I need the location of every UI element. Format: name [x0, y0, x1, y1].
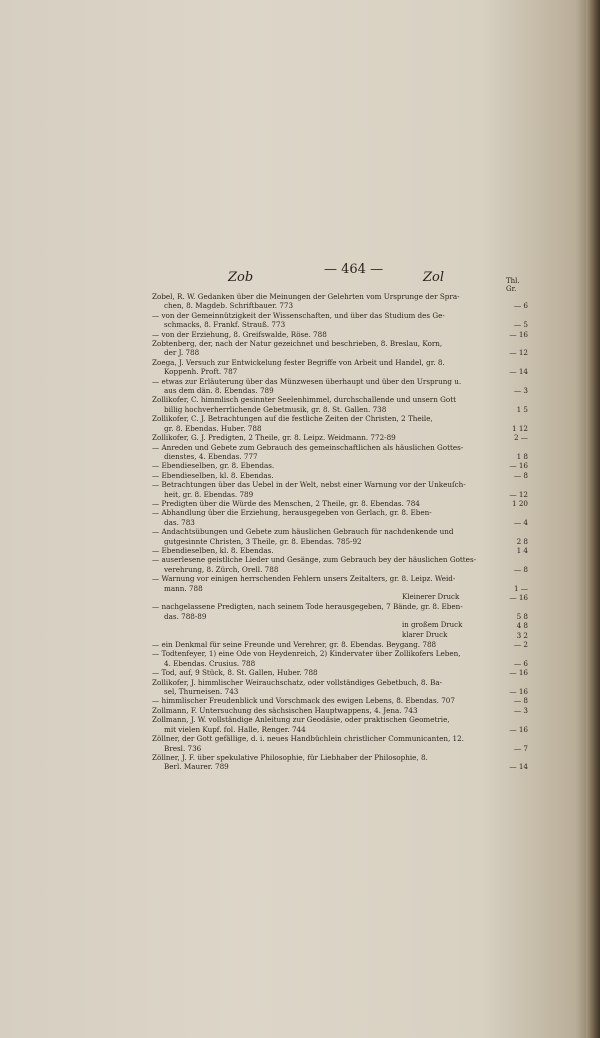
entry-price: — 8: [513, 564, 528, 574]
entry-text: gr. 8. Ebendas. Huber. 788: [164, 423, 262, 433]
entry-text: verehrung, 8. Zürch, Orell. 788: [164, 564, 279, 574]
entry-price: — 6: [513, 658, 528, 668]
catalog-entry: [152, 744, 528, 753]
catalog-entry: [152, 433, 528, 442]
entry-text: Koppenh. Proft. 787: [164, 367, 238, 377]
entry-price: — 16: [509, 724, 528, 734]
catalog-entry: [152, 584, 528, 593]
entry-text: Zollikofer, J. himmlischer Weirauchschatz, oder vollständiges Gebetbuch, 8. Ba-: [152, 677, 443, 687]
catalog-entry: [152, 612, 528, 621]
entry-text: Zollikofer, G. J. Predigten, 2 Theile, gr. 8. Leipz. Weidmann. 772-89: [152, 433, 396, 443]
page-binding-shadow: [586, 0, 600, 1038]
entry-price: — 12: [509, 348, 528, 358]
catalog-entry: [152, 395, 528, 404]
catalog-entry: [152, 339, 528, 348]
entry-text: Kleinerer Druck: [402, 593, 460, 601]
entry-text: Zobel, R. W. Gedanken über die Meinungen der Gelehrten vom Ursprunge der Spra-: [152, 292, 460, 301]
catalog-entry: [152, 499, 528, 508]
catalog-entry: [152, 725, 528, 734]
entry-price: — 5: [513, 320, 528, 330]
entry-text: mit vielen Kupf. fol. Halle, Renger. 744: [164, 724, 306, 734]
entry-text: Zollikofer, C. J. Betrachtungen auf die festliche Zeiten der Christen, 2 Theile,: [152, 414, 433, 424]
catalog-entry: [152, 480, 528, 489]
entry-text: das. 783: [164, 517, 195, 527]
entry-price: — 7: [513, 743, 528, 753]
entry-text: — Predigten über die Würde des Menschen, 2 Theile, gr. 8. Ebendas. 784: [152, 498, 420, 508]
entry-price: 1 5: [516, 404, 528, 414]
catalog-entry: [152, 715, 528, 724]
entry-text: das. 788-89: [164, 611, 207, 621]
entry-price: — 16: [509, 593, 528, 602]
entry-text: sel, Thurneisen. 743: [164, 687, 239, 697]
page-number: — 464 —: [324, 262, 384, 277]
entry-text: — nachgelassene Predigten, nach seinem Tode herausgegeben, 7 Bände, gr. 8. Eben-: [152, 602, 463, 612]
entry-text: in großem Druck: [402, 621, 463, 630]
entry-text: aus dem dän. 8. Ebendas. 789: [164, 386, 274, 396]
entry-text: der J. 788: [164, 348, 200, 358]
entry-price: 1 8: [516, 451, 528, 461]
catalog-entry: [152, 706, 528, 715]
entry-price: — 4: [513, 517, 528, 527]
entry-text: Zobtenberg, der, nach der Natur gezeichnet und beschrieben, 8. Breslau, Korn,: [152, 339, 443, 349]
entry-text: — Tod, auf, 9 Stück, 8. St. Gallen, Huber. 788: [152, 668, 318, 678]
catalog-entry: [152, 386, 528, 395]
entry-price: — 14: [509, 367, 528, 377]
catalog-entry: [152, 640, 528, 649]
catalog-entry: [152, 621, 528, 630]
entry-text: — Abhandlung über die Erziehung, herausgegeben von Gerlach, gr. 8. Eben-: [152, 508, 432, 518]
entry-text: — Todtenfeyer, 1) eine Ode von Heydenreich, 2) Kindervater über Zollikofers Leben,: [152, 649, 461, 659]
catalog-entry: [152, 377, 528, 386]
entry-text: klarer Druck: [402, 630, 448, 639]
catalog-entry: [152, 574, 528, 583]
catalog-entry: [152, 471, 528, 480]
entry-text: — Anreden und Gebete zum Gebrauch des gemeinschaftlichen als häuslichen Gottes-: [152, 442, 464, 452]
catalog-entry: [152, 555, 528, 564]
catalog-entry: [152, 753, 528, 762]
entry-text: — Andachtsübungen und Gebete zum häuslichen Gebrauch für nachdenkende und: [152, 527, 454, 537]
catalog-entry: [152, 593, 528, 602]
entry-price: — 16: [509, 329, 528, 339]
entry-text: 4. Ebendas. Crusius. 788: [164, 658, 256, 668]
header-right-catchword: Zol: [423, 270, 445, 285]
entry-price: 1 20: [511, 498, 528, 508]
entry-text: schmacks, 8. Frankf. Strauß. 773: [164, 320, 286, 330]
price-column-header: Thl. Gr.: [506, 277, 520, 293]
catalog-entry: [152, 452, 528, 461]
entry-text: — Warnung vor einigen herrschenden Fehlern unsers Zeitalters, gr. 8. Leipz. Weid-: [152, 574, 456, 584]
catalog-entry: [152, 762, 528, 771]
catalog-entry: [152, 631, 528, 640]
catalog-entry: [152, 424, 528, 433]
entry-price: — 8: [513, 470, 528, 480]
entry-price: — 3: [513, 705, 528, 715]
entry-text: — Ebendieselben, gr. 8. Ebendas.: [152, 461, 275, 471]
entry-price: 1 12: [511, 423, 528, 433]
entry-text: billig hochverherrlichende Gebetmusik, gr. 8. St. Gallen. 738: [164, 404, 387, 414]
catalog-entry: [152, 320, 528, 329]
entry-text: chen, 8. Magdeb. Schriftbauer. 773: [164, 301, 294, 311]
catalog-entry: [152, 348, 528, 357]
catalog-entry: [152, 696, 528, 705]
catalog-entry: [152, 414, 528, 423]
entry-price: — 3: [513, 386, 528, 396]
catalog-entry: [152, 292, 528, 301]
entry-text: Zollmann, J. W. vollständige Anleitung zur Geodäsie, oder praktischen Geometrie,: [152, 715, 450, 725]
catalog-entry: [152, 508, 528, 517]
catalog-entry-list: [152, 292, 528, 772]
catalog-entry: [152, 602, 528, 611]
entry-text: mann. 788: [164, 583, 203, 593]
catalog-entry: [152, 405, 528, 414]
entry-price: — 16: [509, 668, 528, 678]
catalog-entry: [152, 678, 528, 687]
entry-text: — ein Denkmal für seine Freunde und Verehrer, gr. 8. Ebendas. Beygang. 788: [152, 640, 437, 650]
catalog-entry: [152, 330, 528, 339]
entry-text: Zöllner, der Gott gefällige, d. i. neues Handbüchlein christlicher Communicanten, 12.: [152, 734, 464, 744]
catalog-entry: [152, 546, 528, 555]
entry-price: 4 8: [516, 621, 528, 631]
entry-price: 2 8: [516, 536, 528, 546]
entry-text: — Betrachtungen über das Uebel in der Welt, nebst einer Warnung vor der Unkeuſch-: [152, 480, 466, 490]
entry-price: — 14: [509, 762, 528, 772]
entry-text: — von der Erziehung, 8. Greifswalde, Röse. 788: [152, 329, 327, 339]
entry-price: — 12: [509, 489, 528, 499]
entry-price: — 2: [513, 640, 528, 650]
catalog-entry: [152, 659, 528, 668]
catalog-entry: [152, 734, 528, 743]
entry-text: Zollikofer, C. himmlisch gesinnter Seelenhimmel, durchschallende und unsern Gott: [152, 395, 456, 405]
entry-text: Bresl. 736: [164, 743, 202, 753]
entry-price: — 16: [509, 461, 528, 471]
entry-price: — 6: [513, 301, 528, 311]
entry-text: gutgesinnte Christen, 3 Theile, gr. 8. Ebendas. 785-92: [164, 536, 362, 546]
catalog-entry: [152, 443, 528, 452]
catalog-entry: [152, 668, 528, 677]
running-header: [140, 262, 520, 293]
entry-price: 1 4: [516, 545, 528, 555]
entry-price: — 16: [509, 687, 528, 697]
catalog-entry: [152, 367, 528, 376]
entry-text: heit, gr. 8. Ebendas. 789: [164, 489, 254, 499]
catalog-entry: [152, 649, 528, 658]
catalog-entry: [152, 358, 528, 367]
entry-text: dienstes, 4. Ebendas. 777: [164, 451, 258, 461]
entry-price: 5 8: [516, 611, 528, 621]
entry-text: — von der Gemeinnützigkeit der Wissenschaften, und über das Studium des Ge-: [152, 310, 445, 320]
catalog-entry: [152, 527, 528, 536]
entry-text: Zollmann, F. Untersuchung des sächsischen Hauptwappens, 4. Jena. 743: [152, 705, 418, 715]
catalog-entry: [152, 518, 528, 527]
entry-text: Zoega, J. Versuch zur Entwickelung fester Begriffe von Arbeit und Handel, gr. 8.: [152, 357, 445, 367]
catalog-entry: [152, 461, 528, 470]
catalog-entry: [152, 311, 528, 320]
entry-price: — 8: [513, 696, 528, 706]
catalog-entry: [152, 301, 528, 310]
entry-price: 3 2: [516, 630, 528, 640]
entry-text: — etwas zur Erläuterung über das Münzwesen überhaupt und über den Ursprung u.: [152, 376, 462, 386]
entry-text: — auserlesene geistliche Lieder und Gesänge, zum Gebrauch bey der häuslichen Gottes-: [152, 555, 477, 565]
catalog-entry: [152, 687, 528, 696]
entry-price: 2 —: [513, 433, 528, 443]
entry-text: — himmlischer Freudenblick und Vorschmack des ewigen Lebens, 8. Ebendas. 707: [152, 696, 455, 706]
catalog-entry: [152, 565, 528, 574]
entry-text: — Ebendieselben, kl. 8. Ebendas.: [152, 545, 274, 555]
entry-text: Berl. Maurer. 789: [164, 762, 229, 772]
entry-text: — Ebendieselben, kl. 8. Ebendas.: [152, 470, 274, 480]
entry-text: Zöllner, J. F. über spekulative Philosophie, für Liebhaber der Philosophie, 8.: [152, 752, 428, 762]
catalog-entry: [152, 537, 528, 546]
header-left-catchword: Zob: [228, 270, 254, 285]
entry-price: 1 —: [513, 583, 528, 593]
catalog-entry: [152, 490, 528, 499]
